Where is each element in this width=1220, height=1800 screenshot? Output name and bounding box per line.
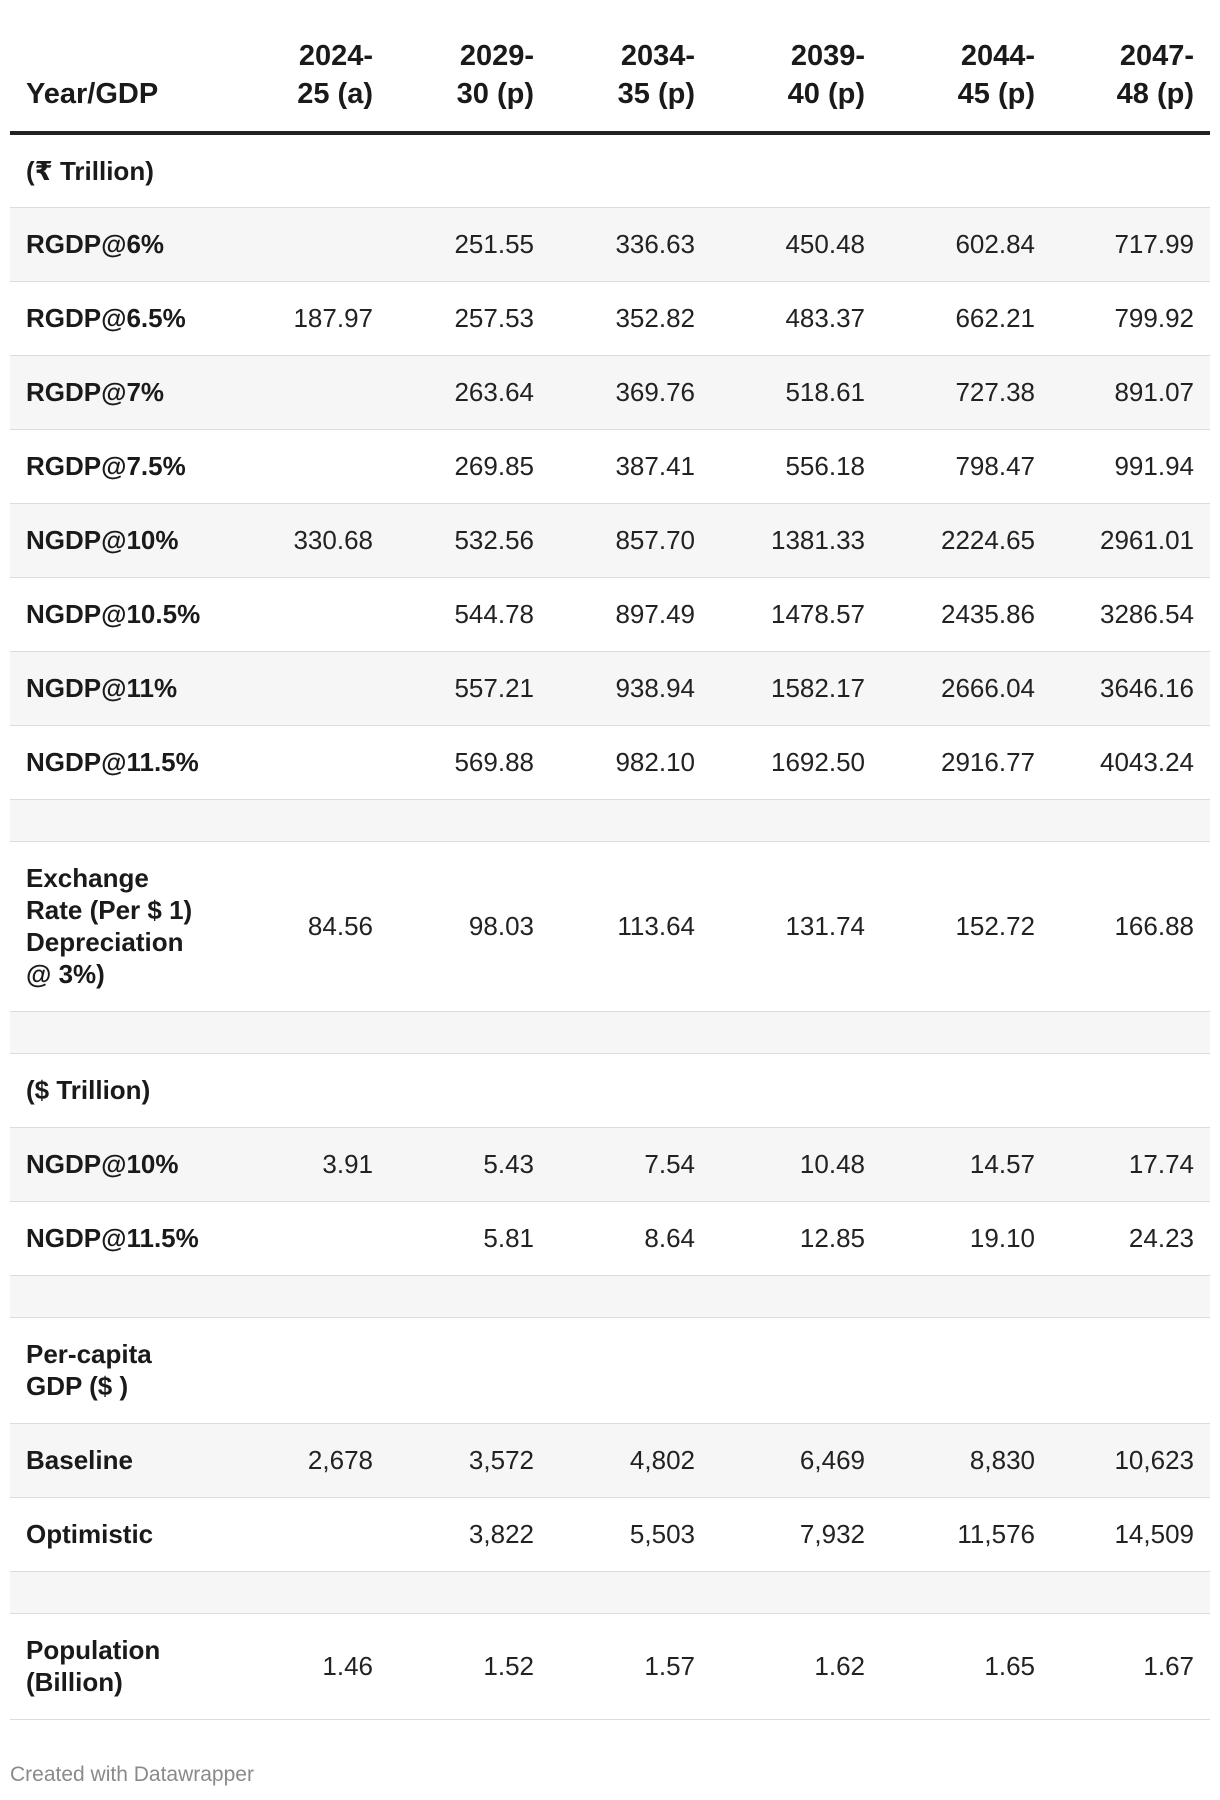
cell-value [240,1053,389,1127]
cell-value: 1381.33 [711,503,881,577]
cell-value [1051,1571,1210,1613]
row-label: NGDP@11.5% [10,725,240,799]
row-label: Baseline [10,1423,240,1497]
cell-value [389,1275,550,1317]
cell-value [881,1317,1051,1423]
row-label: NGDP@11.5% [10,1201,240,1275]
cell-value: 187.97 [240,281,389,355]
table-row [10,577,1210,651]
cell-value [550,1571,711,1613]
cell-value [240,799,389,841]
cell-value: 602.84 [881,207,1051,281]
cell-value: 1.65 [881,1613,1051,1719]
cell-value [240,651,389,725]
cell-value: 518.61 [711,355,881,429]
cell-value: 1.46 [240,1613,389,1719]
cell-value [881,1571,1051,1613]
cell-value: 17.74 [1051,1127,1210,1201]
section-row [10,1053,1210,1127]
cell-value: 369.76 [550,355,711,429]
cell-value: 263.64 [389,355,550,429]
cell-value: 12.85 [711,1201,881,1275]
table-row [10,841,1210,1011]
cell-value: 1.57 [550,1613,711,1719]
cell-value [711,1011,881,1053]
cell-value: 4043.24 [1051,725,1210,799]
cell-value: 569.88 [389,725,550,799]
cell-value: 1.67 [1051,1613,1210,1719]
cell-value: 1.62 [711,1613,881,1719]
cell-value: 19.10 [881,1201,1051,1275]
row-label: Optimistic [10,1497,240,1571]
cell-value: 2224.65 [881,503,1051,577]
table-row [10,1127,1210,1201]
table-row [10,651,1210,725]
cell-value: 352.82 [550,281,711,355]
cell-value: 2435.86 [881,577,1051,651]
cell-value [240,577,389,651]
header-row-label: Year/GDP [10,0,240,133]
spacer-row [10,799,1210,841]
table-header [10,0,1210,133]
row-label: Exchange Rate (Per $ 1) Depreciation @ 3%) [10,841,240,1011]
cell-value: 14,509 [1051,1497,1210,1571]
footer-credit: Created with Datawrapper [10,1763,254,1786]
header-col-4: 2039- 40 (p) [711,0,881,133]
table-row [10,503,1210,577]
table-row [10,429,1210,503]
cell-value [240,1011,389,1053]
header-col-1: 2024- 25 (a) [240,0,389,133]
cell-value: 982.10 [550,725,711,799]
cell-value [711,1275,881,1317]
cell-value: 532.56 [389,503,550,577]
table-row [10,207,1210,281]
cell-value [240,1201,389,1275]
cell-value: 2961.01 [1051,503,1210,577]
header-col-5: 2044- 45 (p) [881,0,1051,133]
section-row [10,133,1210,207]
cell-value [1051,1275,1210,1317]
cell-value: 2,678 [240,1423,389,1497]
cell-value [240,133,389,207]
cell-value [240,1275,389,1317]
row-label [10,1275,240,1317]
table-row [10,1497,1210,1571]
cell-value: 799.92 [1051,281,1210,355]
cell-value: 5.81 [389,1201,550,1275]
header-col-2: 2029- 30 (p) [389,0,550,133]
cell-value: 556.18 [711,429,881,503]
cell-value [1051,1053,1210,1127]
cell-value [711,799,881,841]
cell-value: 11,576 [881,1497,1051,1571]
cell-value: 662.21 [881,281,1051,355]
cell-value: 2666.04 [881,651,1051,725]
table-row [10,1201,1210,1275]
row-label: RGDP@6.5% [10,281,240,355]
cell-value [240,725,389,799]
cell-value [881,1053,1051,1127]
cell-value: 14.57 [881,1127,1051,1201]
cell-value [389,799,550,841]
cell-value [240,1317,389,1423]
table-row [10,1317,1210,1423]
cell-value: 166.88 [1051,841,1210,1011]
cell-value: 857.70 [550,503,711,577]
spacer-row [10,1571,1210,1613]
cell-value: 897.49 [550,577,711,651]
row-label: RGDP@7.5% [10,429,240,503]
cell-value: 891.07 [1051,355,1210,429]
cell-value: 5.43 [389,1127,550,1201]
table-row [10,281,1210,355]
cell-value: 3.91 [240,1127,389,1201]
cell-value: 7,932 [711,1497,881,1571]
cell-value [881,133,1051,207]
cell-value: 991.94 [1051,429,1210,503]
cell-value: 84.56 [240,841,389,1011]
cell-value: 10,623 [1051,1423,1210,1497]
cell-value: 1478.57 [711,577,881,651]
cell-value [550,1053,711,1127]
cell-value [550,799,711,841]
cell-value: 1692.50 [711,725,881,799]
cell-value [711,1317,881,1423]
row-label: RGDP@7% [10,355,240,429]
cell-value [389,1317,550,1423]
row-label [10,1011,240,1053]
table-row [10,1613,1210,1719]
cell-value: 3,822 [389,1497,550,1571]
table-row [10,355,1210,429]
cell-value: 330.68 [240,503,389,577]
cell-value [240,1571,389,1613]
row-label: NGDP@10.5% [10,577,240,651]
cell-value: 6,469 [711,1423,881,1497]
cell-value: 798.47 [881,429,1051,503]
row-label: RGDP@6% [10,207,240,281]
cell-value [550,133,711,207]
cell-value [1051,133,1210,207]
row-label: NGDP@10% [10,503,240,577]
cell-value [1051,799,1210,841]
cell-value [389,1053,550,1127]
cell-value: 2916.77 [881,725,1051,799]
cell-value [240,429,389,503]
table-row [10,1423,1210,1497]
cell-value: 3,572 [389,1423,550,1497]
cell-value: 10.48 [711,1127,881,1201]
cell-value [550,1011,711,1053]
cell-value [711,1053,881,1127]
cell-value [240,355,389,429]
cell-value [240,207,389,281]
cell-value [550,1275,711,1317]
cell-value: 4,802 [550,1423,711,1497]
cell-value: 387.41 [550,429,711,503]
cell-value [389,1011,550,1053]
cell-value: 131.74 [711,841,881,1011]
cell-value: 1.52 [389,1613,550,1719]
cell-value: 727.38 [881,355,1051,429]
cell-value: 5,503 [550,1497,711,1571]
row-label: Population (Billion) [10,1613,240,1719]
cell-value: 269.85 [389,429,550,503]
cell-value [881,799,1051,841]
row-label: NGDP@10% [10,1127,240,1201]
header-col-6: 2047- 48 (p) [1051,0,1210,133]
row-label: (₹ Trillion) [10,133,240,207]
cell-value [389,1571,550,1613]
cell-value: 257.53 [389,281,550,355]
cell-value [881,1275,1051,1317]
cell-value: 3646.16 [1051,651,1210,725]
gdp-projection-table [10,0,1210,1720]
row-label: ($ Trillion) [10,1053,240,1127]
cell-value [881,1011,1051,1053]
row-label: NGDP@11% [10,651,240,725]
cell-value: 251.55 [389,207,550,281]
cell-value: 152.72 [881,841,1051,1011]
cell-value: 1582.17 [711,651,881,725]
cell-value: 450.48 [711,207,881,281]
cell-value: 483.37 [711,281,881,355]
cell-value: 717.99 [1051,207,1210,281]
cell-value: 938.94 [550,651,711,725]
row-label: Per-capita GDP ($ ) [10,1317,240,1423]
cell-value [1051,1317,1210,1423]
cell-value [240,1497,389,1571]
row-label [10,1571,240,1613]
cell-value [1051,1011,1210,1053]
table-body [10,133,1210,1719]
cell-value: 3286.54 [1051,577,1210,651]
cell-value: 113.64 [550,841,711,1011]
cell-value [711,1571,881,1613]
spacer-row [10,1275,1210,1317]
header-col-3: 2034- 35 (p) [550,0,711,133]
cell-value: 98.03 [389,841,550,1011]
cell-value: 544.78 [389,577,550,651]
table-row [10,725,1210,799]
cell-value: 557.21 [389,651,550,725]
cell-value: 24.23 [1051,1201,1210,1275]
row-label [10,799,240,841]
cell-value [389,133,550,207]
cell-value: 8,830 [881,1423,1051,1497]
cell-value: 7.54 [550,1127,711,1201]
table-container [10,0,1210,1720]
cell-value [550,1317,711,1423]
cell-value: 8.64 [550,1201,711,1275]
cell-value [711,133,881,207]
spacer-row [10,1011,1210,1053]
cell-value: 336.63 [550,207,711,281]
